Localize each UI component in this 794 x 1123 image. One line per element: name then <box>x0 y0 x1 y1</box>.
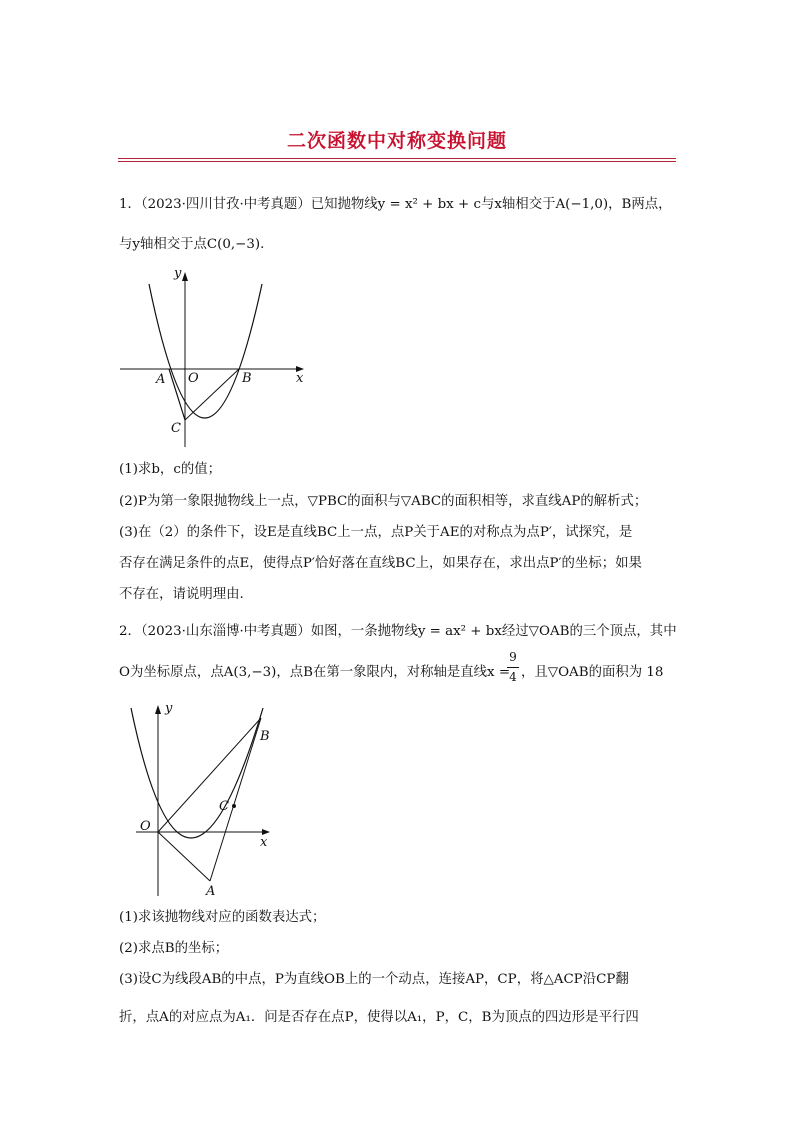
figure1-label-x: x <box>296 371 304 386</box>
problem1-line2: 与y轴相交于点C(0,−3). <box>119 237 265 252</box>
figure1-label-y: y <box>174 266 182 281</box>
problem2-fraction-numerator: 9 <box>509 650 517 664</box>
figure2-parabola <box>131 708 263 838</box>
figure2-label-y: y <box>165 701 173 716</box>
figure1-label-b: B <box>242 371 252 386</box>
problem2-question3-line1: (3)设C为线段AB的中点，P为直线OB上的一个动点，连接AP，CP，将△ACP沿CP翻 <box>119 972 629 987</box>
figure2-parabola-graph <box>118 698 288 900</box>
figure1-label-a: A <box>156 372 166 387</box>
problem2-line2-part2: ，且▽OAB的面积为 18 <box>521 665 664 680</box>
figure2-label-o: O <box>140 819 151 834</box>
problem1-question3-line2: 否存在满足条件的点E，使得点P′恰好落在直线BC上，如果存在，求出点P′的坐标；如果 <box>119 556 642 571</box>
title-rule-thick <box>118 158 676 159</box>
figure2-y-arrow <box>155 705 161 714</box>
figure2-segment-ab <box>210 718 261 881</box>
problem1-question3-line1: (3)在（2）的条件下，设E是直线BC上一点，点P关于AE的对称点为点P′，试探究，是 <box>119 525 633 540</box>
problem2-question1: (1)求该抛物线对应的函数表达式； <box>119 910 326 925</box>
figure2-segment-ob <box>158 718 261 832</box>
figure1-parabola <box>149 284 262 418</box>
title-rule-thin <box>118 161 676 162</box>
figure1-label-c: C <box>171 421 181 436</box>
figure2-point-c <box>232 804 236 808</box>
figure1-parabola-graph <box>118 262 318 452</box>
problem2-question2: (2)求点B的坐标； <box>119 941 229 956</box>
problem1-question1: (1)求b，c的值； <box>119 462 221 477</box>
figure2-label-c: C <box>219 799 229 814</box>
problem2-fraction-bar <box>507 667 519 668</box>
problem2-line1: 2．（2023·山东淄博·中考真题）如图，一条抛物线y = ax² + bx经过▽OAB的三个顶点，其中 <box>119 624 677 639</box>
problem1-question2: (2)P为第一象限抛物线上一点，▽PBC的面积与▽ABC的面积相等，求直线AP的解析式； <box>119 494 648 509</box>
page-title: 二次函数中对称变换问题 <box>286 130 507 152</box>
problem2-line2-part1: O为坐标原点，点A(3,−3)，点B在第一象限内，对称轴是直线x = <box>119 665 511 680</box>
problem1-line1: 1．（2023·四川甘孜·中考真题）已知抛物线y = x² + bx + c与x轴相交于A(−1,0)，B两点， <box>119 197 672 212</box>
figure1-y-arrow <box>182 272 188 281</box>
problem2-question3-line2: 折，点A的对应点为A₁．问是否存在点P，使得以A₁，P，C，B为顶点的四边形是平行四 <box>119 1010 639 1025</box>
problem1-question3-line3: 不存在，请说明理由. <box>119 587 244 602</box>
figure2-label-b: B <box>260 729 270 744</box>
figure1-label-o: O <box>188 371 199 386</box>
figure2-segment-oa <box>158 832 210 881</box>
figure2-label-x: x <box>260 835 268 850</box>
figure2-label-a: A <box>206 884 216 899</box>
problem2-fraction-denominator: 4 <box>509 670 517 684</box>
figure1-segment-ac <box>169 369 185 420</box>
